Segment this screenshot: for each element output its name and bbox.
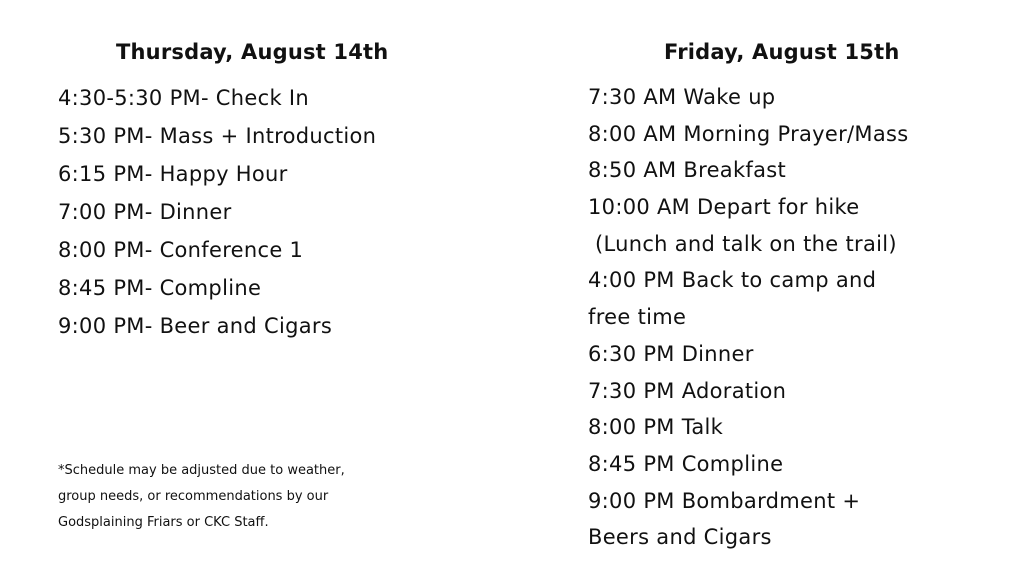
schedule-item-continuation: Beers and Cigars: [588, 525, 772, 550]
schedule-item: 4:00 PM Back to camp and: [588, 268, 877, 293]
schedule-item: 7:30 PM Adoration: [588, 378, 787, 403]
schedule-item: 9:00 PM- Beer and Cigars: [58, 314, 333, 338]
schedule-item: 8:00 PM Talk: [588, 415, 724, 440]
thursday-schedule-list: [58, 82, 376, 348]
schedule-item: 5:30 PM- Mass + Introduction: [58, 124, 377, 148]
schedule-item: 9:00 PM Bombardment +: [588, 488, 861, 513]
note-line: Godsplaining Friars or CKC Staff.: [58, 515, 269, 530]
schedule-disclaimer-note: [58, 458, 438, 536]
note-line: group needs, or recommendations by our: [58, 489, 329, 504]
schedule-item: 6:30 PM Dinner: [588, 341, 754, 366]
schedule-item: 7:30 AM Wake up: [588, 85, 776, 109]
schedule-item: 8:50 AM Breakfast: [588, 158, 787, 183]
schedule-item: 8:00 AM Morning Prayer/Mass: [588, 121, 909, 146]
note-line: *Schedule may be adjusted due to weather,: [58, 463, 345, 478]
schedule-item: 8:45 PM- Compline: [58, 276, 262, 300]
friday-heading: Friday, August 15th: [664, 40, 900, 64]
friday-schedule-list: [588, 81, 909, 558]
schedule-item: 10:00 AM Depart for hike: [588, 195, 860, 220]
thursday-heading: Thursday, August 14th: [116, 40, 389, 64]
schedule-item: 8:45 PM Compline: [588, 451, 784, 476]
schedule-item: 7:00 PM- Dinner: [58, 200, 232, 224]
schedule-item: 6:15 PM- Happy Hour: [58, 162, 288, 186]
schedule-item: 4:30-5:30 PM- Check In: [58, 86, 309, 110]
schedule-item: 8:00 PM- Conference 1: [58, 238, 304, 262]
schedule-item-continuation: (Lunch and talk on the trail): [588, 231, 897, 256]
schedule-item-continuation: free time: [588, 305, 687, 330]
